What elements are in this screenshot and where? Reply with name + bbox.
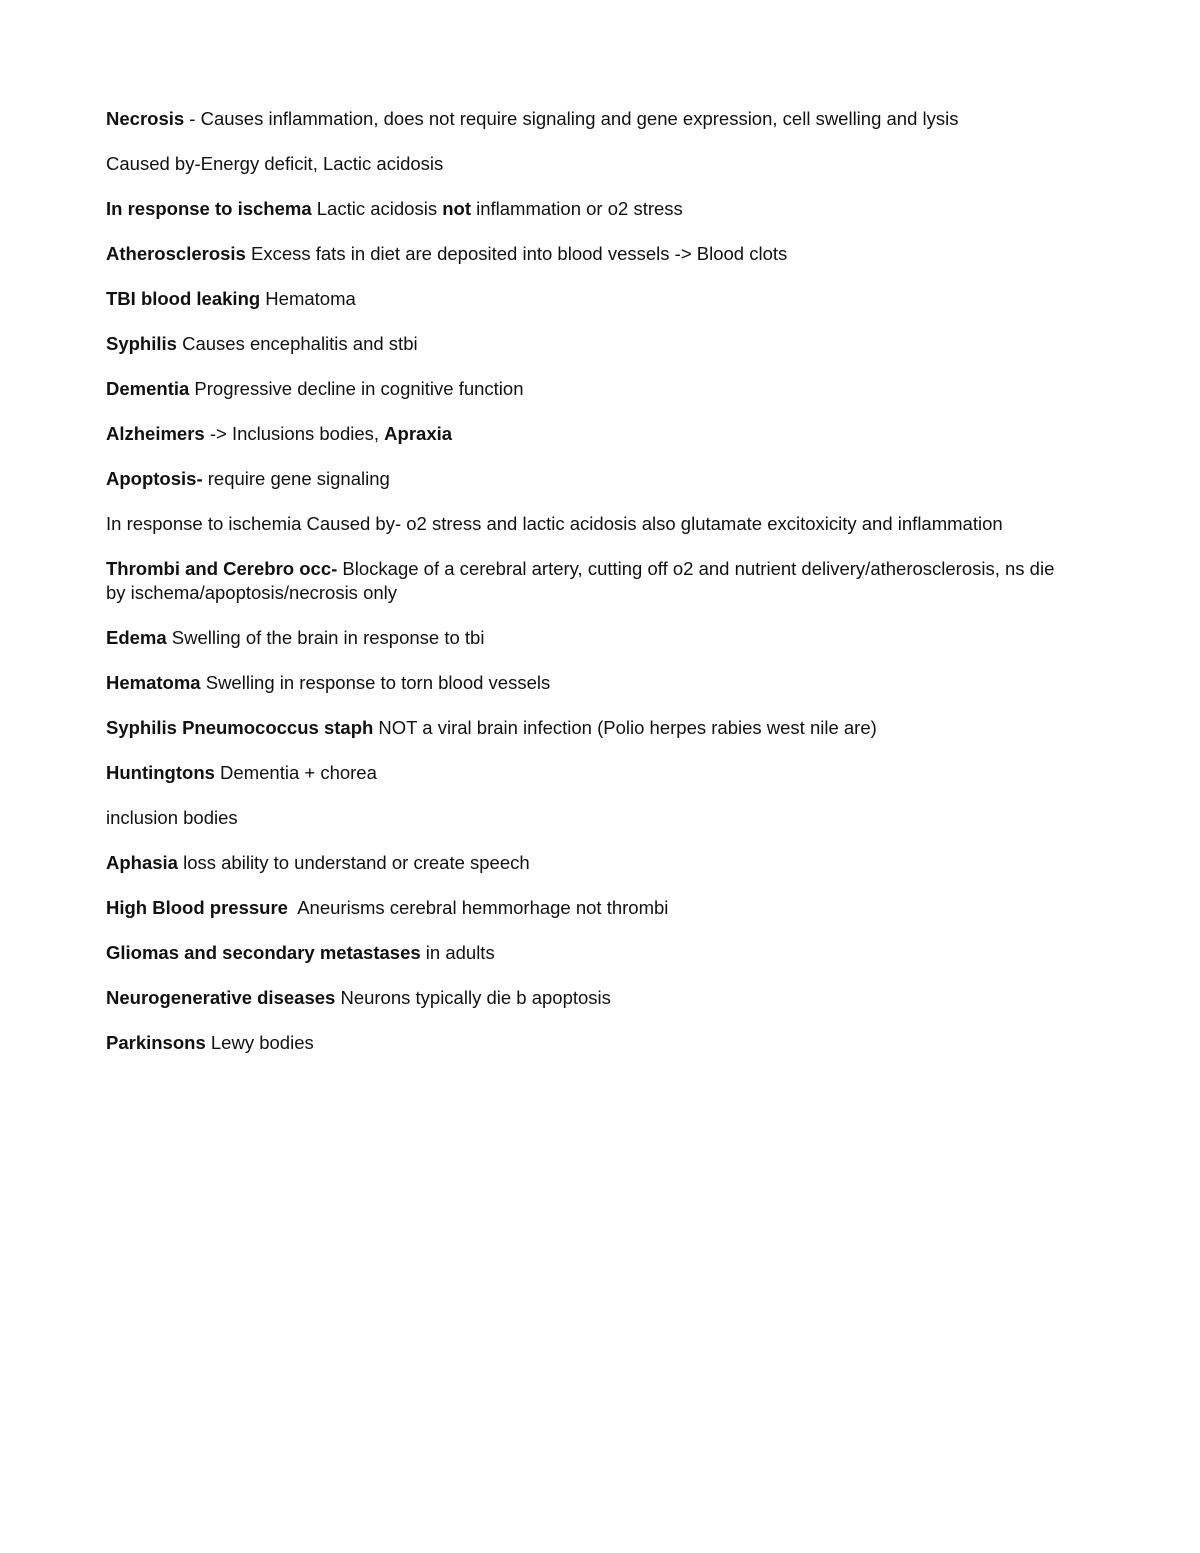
note-bacterial-infections [106,716,1066,740]
note-text: Blockage of a cerebral artery, cutting off o2 and nutrient delivery/atherosclerosis, ns die by ischema/apoptosis/necrosis only [106,558,1055,603]
note-high-blood-pressure [106,896,1066,920]
note-text: require gene signaling [202,468,390,489]
note-term: Thrombi and Cerebro occ- [106,558,338,579]
note-text: Swelling of the brain in response to tbi [166,627,485,648]
note-aphasia [106,851,1066,875]
note-text: Lewy bodies [205,1032,314,1053]
note-term: Atherosclerosis [106,243,246,264]
note-tbi [106,287,1066,311]
note-apoptosis-cause [106,512,1066,536]
note-atherosclerosis [106,242,1066,266]
note-text: Dementia + chorea [214,762,377,783]
note-term: Neurogenerative diseases [106,987,336,1008]
note-term: Necrosis [106,108,185,129]
note-text: Progressive decline in cognitive function [189,378,524,399]
note-necrosis-cause [106,152,1066,176]
note-text: Neurons typically die b apoptosis [335,987,611,1008]
note-term: Huntingtons [106,762,215,783]
note-term: Dementia [106,378,190,399]
note-term: Aphasia [106,852,178,873]
note-text-continued: inflammation or o2 stress [470,198,683,219]
note-hematoma [106,671,1066,695]
note-term: TBI blood leaking [106,288,261,309]
note-text: Lactic acidosis [311,198,443,219]
note-necrosis [106,107,1066,131]
note-text: loss ability to understand or create speech [177,852,530,873]
note-term: Syphilis Pneumococcus staph [106,717,374,738]
note-term: High Blood pressure [106,897,288,918]
note-term: Parkinsons [106,1032,206,1053]
note-text: -> Inclusions bodies, [204,423,385,444]
note-term-emphasis: not [442,198,471,219]
note-text: Swelling in response to torn blood vessels [200,672,551,693]
note-neurogenerative [106,986,1066,1010]
document-page [106,107,1066,1076]
note-edema [106,626,1066,650]
note-term-emphasis: Apraxia [384,423,453,444]
note-text: in adults [420,942,495,963]
note-text: Excess fats in diet are deposited into blood vessels -> Blood clots [245,243,788,264]
note-term: Syphilis [106,333,177,354]
note-syphilis [106,332,1066,356]
note-text: inclusion bodies [106,807,238,828]
note-huntingtons [106,761,1066,785]
note-text: Hematoma [260,288,356,309]
note-text: In response to ischemia Caused by- o2 stress and lactic acidosis also glutamate excitoxicity and inflammation [106,513,1003,534]
note-dementia [106,377,1066,401]
note-ischema-response [106,197,1066,221]
note-thrombi [106,557,1066,605]
note-text: Causes encephalitis and stbi [176,333,418,354]
note-term: Hematoma [106,672,201,693]
note-text: Caused by-Energy deficit, Lactic acidosis [106,153,444,174]
note-term: Gliomas and secondary metastases [106,942,421,963]
note-alzheimers [106,422,1066,446]
note-term: Alzheimers [106,423,205,444]
note-term: Apoptosis- [106,468,203,489]
note-term: In response to ischema [106,198,312,219]
note-text: Aneurisms cerebral hemmorhage not thrombi [287,897,669,918]
note-text: - Causes inflammation, does not require signaling and gene expression, cell swelling and lysis [184,108,959,129]
note-gliomas [106,941,1066,965]
note-apoptosis [106,467,1066,491]
note-parkinsons [106,1031,1066,1055]
note-inclusion-bodies [106,806,1066,830]
note-term: Edema [106,627,167,648]
note-text: NOT a viral brain infection (Polio herpes rabies west nile are) [373,717,877,738]
